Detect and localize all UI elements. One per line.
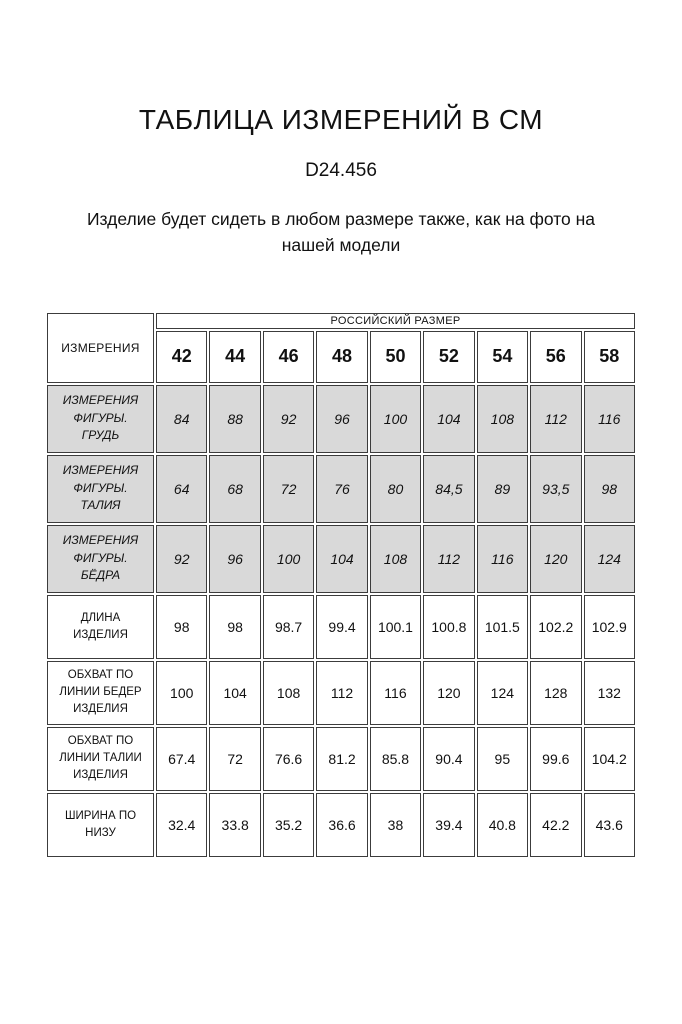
value-cell: 76 bbox=[316, 455, 367, 523]
size-table bbox=[45, 311, 637, 859]
value-cell: 35.2 bbox=[263, 793, 314, 857]
row-label: ИЗМЕРЕНИЯ ФИГУРЫ. БЁДРА bbox=[47, 525, 154, 593]
value-cell: 68 bbox=[209, 455, 260, 523]
table-row bbox=[47, 793, 635, 857]
value-cell: 116 bbox=[370, 661, 421, 725]
value-cell: 98 bbox=[584, 455, 636, 523]
value-cell: 64 bbox=[156, 455, 207, 523]
product-code: D24.456 bbox=[305, 160, 377, 181]
value-cell: 95 bbox=[477, 727, 528, 791]
value-cell: 84 bbox=[156, 385, 207, 453]
size-header-cell: 48 bbox=[316, 331, 367, 383]
value-cell: 104 bbox=[423, 385, 474, 453]
value-cell: 98.7 bbox=[263, 595, 314, 659]
size-header-cell: 50 bbox=[370, 331, 421, 383]
value-cell: 108 bbox=[477, 385, 528, 453]
size-header-cell: 56 bbox=[530, 331, 581, 383]
value-cell: 88 bbox=[209, 385, 260, 453]
value-cell: 98 bbox=[209, 595, 260, 659]
row-label: ДЛИНА ИЗДЕЛИЯ bbox=[47, 595, 154, 659]
size-table-body bbox=[47, 313, 635, 857]
value-cell: 43.6 bbox=[584, 793, 636, 857]
value-cell: 38 bbox=[370, 793, 421, 857]
value-cell: 124 bbox=[584, 525, 636, 593]
value-cell: 99.4 bbox=[316, 595, 367, 659]
value-cell: 104 bbox=[316, 525, 367, 593]
value-cell: 116 bbox=[584, 385, 636, 453]
value-cell: 104 bbox=[209, 661, 260, 725]
page-title: ТАБЛИЦА ИЗМЕРЕНИЙ В СМ bbox=[138, 104, 544, 135]
size-header-cell: 52 bbox=[423, 331, 474, 383]
table-row bbox=[47, 661, 635, 725]
value-cell: 84,5 bbox=[423, 455, 474, 523]
value-cell: 36.6 bbox=[316, 793, 367, 857]
value-cell: 39.4 bbox=[423, 793, 474, 857]
measurements-corner-cell: ИЗМЕРЕНИЯ bbox=[47, 313, 154, 383]
value-cell: 67.4 bbox=[156, 727, 207, 791]
value-cell: 76.6 bbox=[263, 727, 314, 791]
table-row bbox=[47, 727, 635, 791]
table-row bbox=[47, 385, 635, 453]
size-header-cell: 58 bbox=[584, 331, 636, 383]
value-cell: 108 bbox=[263, 661, 314, 725]
value-cell: 93,5 bbox=[530, 455, 581, 523]
value-cell: 120 bbox=[530, 525, 581, 593]
value-cell: 100.1 bbox=[370, 595, 421, 659]
table-header-row-group bbox=[47, 313, 635, 329]
value-cell: 108 bbox=[370, 525, 421, 593]
value-cell: 124 bbox=[477, 661, 528, 725]
value-cell: 72 bbox=[209, 727, 260, 791]
value-cell: 100 bbox=[370, 385, 421, 453]
value-cell: 81.2 bbox=[316, 727, 367, 791]
value-cell: 90.4 bbox=[423, 727, 474, 791]
value-cell: 112 bbox=[316, 661, 367, 725]
size-header-cell: 44 bbox=[209, 331, 260, 383]
row-label: ШИРИНА ПО НИЗУ bbox=[47, 793, 154, 857]
russian-size-header-cell: РОССИЙСКИЙ РАЗМЕР bbox=[156, 313, 635, 329]
value-cell: 112 bbox=[423, 525, 474, 593]
value-cell: 99.6 bbox=[530, 727, 581, 791]
value-cell: 92 bbox=[156, 525, 207, 593]
value-cell: 33.8 bbox=[209, 793, 260, 857]
value-cell: 96 bbox=[209, 525, 260, 593]
row-label: ОБХВАТ ПО ЛИНИИ ТАЛИИ ИЗДЕЛИЯ bbox=[47, 727, 154, 791]
value-cell: 128 bbox=[530, 661, 581, 725]
size-header-cell: 46 bbox=[263, 331, 314, 383]
value-cell: 72 bbox=[263, 455, 314, 523]
value-cell: 80 bbox=[370, 455, 421, 523]
size-header-cell: 54 bbox=[477, 331, 528, 383]
value-cell: 92 bbox=[263, 385, 314, 453]
table-row bbox=[47, 455, 635, 523]
value-cell: 96 bbox=[316, 385, 367, 453]
value-cell: 102.9 bbox=[584, 595, 636, 659]
size-header-cell: 42 bbox=[156, 331, 207, 383]
value-cell: 100 bbox=[156, 661, 207, 725]
value-cell: 89 bbox=[477, 455, 528, 523]
row-label: ОБХВАТ ПО ЛИНИИ БЕДЕР ИЗДЕЛИЯ bbox=[47, 661, 154, 725]
value-cell: 98 bbox=[156, 595, 207, 659]
table-row bbox=[47, 525, 635, 593]
value-cell: 101.5 bbox=[477, 595, 528, 659]
row-label: ИЗМЕРЕНИЯ ФИГУРЫ. ТАЛИЯ bbox=[47, 455, 154, 523]
row-label: ИЗМЕРЕНИЯ ФИГУРЫ. ГРУДЬ bbox=[47, 385, 154, 453]
fit-note: Изделие будет сидеть в любом размере также, как на фото на нашей модели bbox=[86, 209, 596, 256]
value-cell: 116 bbox=[477, 525, 528, 593]
value-cell: 104.2 bbox=[584, 727, 636, 791]
value-cell: 132 bbox=[584, 661, 636, 725]
value-cell: 102.2 bbox=[530, 595, 581, 659]
value-cell: 42.2 bbox=[530, 793, 581, 857]
value-cell: 100 bbox=[263, 525, 314, 593]
value-cell: 32.4 bbox=[156, 793, 207, 857]
value-cell: 40.8 bbox=[477, 793, 528, 857]
table-row bbox=[47, 595, 635, 659]
value-cell: 85.8 bbox=[370, 727, 421, 791]
value-cell: 100.8 bbox=[423, 595, 474, 659]
value-cell: 112 bbox=[530, 385, 581, 453]
value-cell: 120 bbox=[423, 661, 474, 725]
